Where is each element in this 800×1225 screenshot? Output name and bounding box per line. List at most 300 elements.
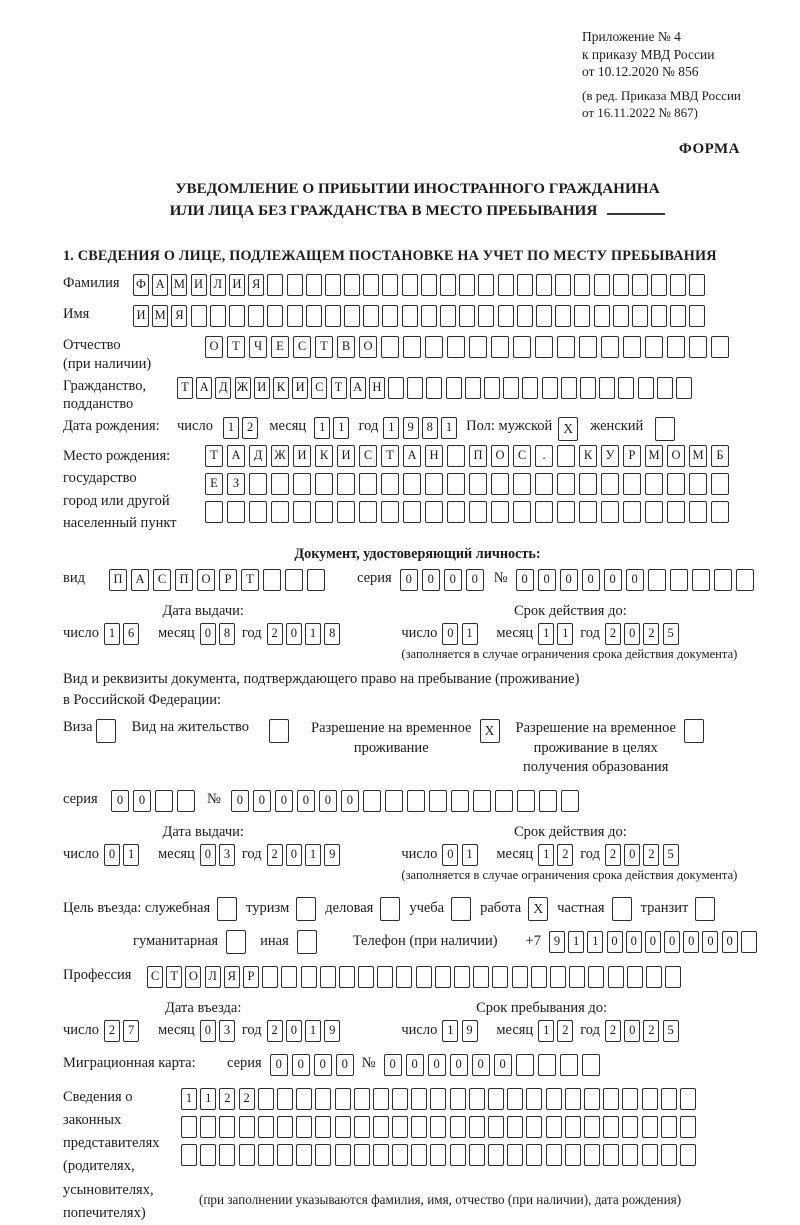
char-cell: З [227, 473, 245, 495]
edition-line: (в ред. Приказа МВД России [582, 87, 741, 103]
char-cell-empty [373, 1144, 389, 1166]
char-cell: 0 [607, 931, 623, 953]
char-cell-empty [392, 1088, 408, 1110]
month-label: месяц [496, 846, 534, 863]
char-cell-empty [492, 966, 508, 988]
day-label: число [401, 1022, 438, 1039]
doc-issue-group [63, 603, 343, 662]
char-cell-empty [498, 274, 514, 296]
char-cell: 0 [624, 623, 640, 645]
char-cell: И [229, 274, 245, 296]
char-cell: А [227, 445, 245, 467]
month-label: месяц [269, 417, 307, 434]
char-cell: 1 [462, 623, 478, 645]
char-cell-empty [293, 473, 311, 495]
char-cell-empty [354, 1088, 370, 1110]
char-cell-empty [473, 966, 489, 988]
char-cell-empty [670, 274, 686, 296]
sex-female-label: женский [590, 417, 644, 434]
phone-label: Телефон (при наличии) [352, 933, 498, 950]
char-cell-empty [526, 1116, 542, 1138]
char-cell: Е [205, 473, 223, 495]
char-cell-empty [517, 305, 533, 327]
char-cell: К [315, 445, 333, 467]
char-cell: А [196, 377, 212, 399]
char-cell-empty [555, 305, 571, 327]
char-cell: С [513, 445, 531, 467]
char-cell-empty [296, 1144, 312, 1166]
month-label: месяц [157, 846, 195, 863]
char-cell-empty [465, 377, 481, 399]
purpose-humanitarian-label: гуманитарная [133, 933, 219, 950]
char-cell: 5 [663, 1020, 679, 1042]
char-cell-empty [560, 1054, 578, 1076]
char-cell-empty [478, 274, 494, 296]
surname-label: Фамилия [63, 275, 120, 292]
citizenship-cells [177, 377, 695, 399]
char-cell-empty [435, 966, 451, 988]
day-label: число [63, 1022, 99, 1039]
char-cell-empty [588, 966, 604, 988]
char-cell: 1 [538, 844, 554, 866]
char-cell-empty [239, 1144, 255, 1166]
entry-date-title: Дата въезда: [164, 999, 242, 1016]
char-cell-empty [402, 305, 418, 327]
char-cell-empty [258, 1088, 274, 1110]
char-cell-empty [648, 569, 666, 591]
permit-valid-day [442, 846, 480, 862]
title-underline [607, 201, 665, 215]
char-cell: 2 [267, 623, 283, 645]
char-cell: 2 [605, 623, 621, 645]
migration-number-label: № [361, 1054, 376, 1071]
char-cell: Б [711, 445, 729, 467]
char-cell-empty [579, 501, 597, 523]
doc-valid-day [442, 625, 480, 641]
day-label: число [177, 417, 213, 434]
char-cell-empty [407, 790, 425, 812]
char-cell-empty [741, 931, 757, 953]
purpose-transit-label: транзит [640, 900, 689, 917]
char-cell-empty [670, 305, 686, 327]
char-cell-empty [680, 1144, 696, 1166]
char-cell: 0 [626, 569, 644, 591]
permit-valid-title: Срок действия до: [513, 823, 627, 840]
char-cell: 0 [286, 844, 302, 866]
char-cell: 2 [605, 1020, 621, 1042]
char-cell: 9 [549, 931, 565, 953]
purpose-work-checkbox: X [528, 897, 548, 921]
representatives-cells-3 [181, 1144, 699, 1166]
char-cell-empty [491, 501, 509, 523]
char-cell-empty [689, 336, 707, 358]
char-cell: 0 [472, 1054, 490, 1076]
char-cell: А [350, 377, 366, 399]
stay-year [605, 1022, 682, 1038]
doc-issue-title: Дата выдачи: [162, 602, 244, 619]
char-cell-empty [307, 569, 325, 591]
char-cell-empty [484, 377, 500, 399]
representatives-cells-2 [181, 1116, 699, 1138]
char-cell: О [205, 336, 223, 358]
char-cell-empty [711, 501, 729, 523]
char-cell: 0 [624, 1020, 640, 1042]
char-cell-empty [603, 1116, 619, 1138]
char-cell: М [645, 445, 663, 467]
char-cell-empty [473, 790, 491, 812]
birth-place-label: Место рождения: государство город или другой населенный пункт [63, 447, 177, 532]
row-permit-dates [63, 824, 772, 883]
char-cell-empty [676, 377, 692, 399]
birth-date-label: Дата рождения: [63, 417, 160, 434]
row-surname [63, 274, 772, 296]
char-cell-empty [396, 966, 412, 988]
char-cell-empty [335, 1144, 351, 1166]
char-cell: 1 [123, 844, 139, 866]
char-cell-empty [661, 1116, 677, 1138]
char-cell: Р [243, 966, 259, 988]
doc-kind-label: вид [63, 569, 85, 586]
row-birth-date [63, 417, 772, 441]
char-cell: Т [331, 377, 347, 399]
migration-series-label: серия [227, 1054, 262, 1071]
char-cell: С [293, 336, 311, 358]
char-cell-empty [667, 501, 685, 523]
char-cell-empty [377, 966, 393, 988]
char-cell: Е [271, 336, 289, 358]
char-cell: 8 [324, 623, 340, 645]
char-cell-empty [503, 377, 519, 399]
birth-place-cells-2 [205, 473, 733, 495]
char-cell-empty [281, 966, 297, 988]
month-label: месяц [157, 625, 195, 642]
purpose-work-label: работа [480, 900, 522, 917]
char-cell-empty [287, 274, 303, 296]
char-cell-empty [403, 336, 421, 358]
migration-card-label: Миграционная карта: [63, 1054, 196, 1071]
entry-month [200, 1022, 238, 1038]
char-cell: 2 [219, 1088, 235, 1110]
char-cell-empty [296, 1116, 312, 1138]
edition-line: от 16.11.2022 № 867) [582, 104, 699, 120]
char-cell-empty [594, 305, 610, 327]
char-cell: 0 [604, 569, 622, 591]
char-cell: 0 [538, 569, 556, 591]
permit-issue-year [267, 846, 344, 862]
purpose-study-label: учеба [409, 900, 445, 917]
form-title [63, 178, 772, 222]
char-cell-empty [651, 274, 667, 296]
char-cell-empty [603, 1144, 619, 1166]
char-cell: 7 [123, 1020, 139, 1042]
entry-day [104, 1022, 142, 1038]
char-cell-empty [344, 305, 360, 327]
citizenship-label: Гражданство, подданство [63, 377, 147, 412]
sex-male-checkbox: X [558, 417, 578, 441]
char-cell-empty [359, 501, 377, 523]
char-cell-empty [388, 377, 404, 399]
char-cell-empty [454, 966, 470, 988]
char-cell-empty [565, 1088, 581, 1110]
visa-label: Виза [63, 719, 93, 736]
char-cell-empty [425, 336, 443, 358]
char-cell: Я [171, 305, 187, 327]
stay-until-title: Срок пребывания до: [476, 999, 608, 1016]
char-cell-empty [354, 1116, 370, 1138]
char-cell: 0 [275, 790, 293, 812]
char-cell-empty [680, 1116, 696, 1138]
row-purpose [63, 897, 772, 921]
char-cell: П [109, 569, 127, 591]
char-cell: И [133, 305, 149, 327]
char-cell-empty [542, 377, 558, 399]
char-cell-empty [622, 1088, 638, 1110]
year-label: год [580, 625, 600, 642]
char-cell: 0 [428, 1054, 446, 1076]
row-entry-dates [63, 1000, 772, 1042]
char-cell-empty [736, 569, 754, 591]
char-cell-empty [205, 501, 223, 523]
char-cell: С [147, 966, 163, 988]
char-cell-empty [645, 501, 663, 523]
char-cell: 0 [722, 931, 738, 953]
char-cell-empty [516, 1054, 534, 1076]
migration-series-cells [270, 1054, 358, 1076]
char-cell: 0 [466, 569, 484, 591]
char-cell: Л [210, 274, 226, 296]
char-cell-empty [287, 305, 303, 327]
residence-checkbox [269, 719, 289, 743]
char-cell: 1 [538, 623, 554, 645]
char-cell-empty [491, 336, 509, 358]
header [63, 28, 772, 121]
char-cell: 0 [400, 569, 418, 591]
char-cell-empty [622, 1144, 638, 1166]
char-cell-empty [239, 1116, 255, 1138]
char-cell: А [152, 274, 168, 296]
month-label: месяц [157, 1022, 195, 1039]
char-cell: Д [215, 377, 231, 399]
char-cell: Ф [133, 274, 149, 296]
char-cell-empty [263, 569, 281, 591]
char-cell-empty [373, 1088, 389, 1110]
char-cell-empty [642, 1144, 658, 1166]
char-cell-empty [335, 1116, 351, 1138]
char-cell-empty [513, 473, 531, 495]
char-cell-empty [382, 305, 398, 327]
char-cell-empty [430, 1116, 446, 1138]
permit-issue-title: Дата выдачи: [162, 823, 244, 840]
char-cell-empty [315, 1088, 331, 1110]
char-cell-empty [320, 966, 336, 988]
char-cell: 9 [324, 1020, 340, 1042]
char-cell: 1 [333, 417, 349, 439]
char-cell-empty [430, 1088, 446, 1110]
char-cell-empty [546, 1088, 562, 1110]
char-cell: 0 [336, 1054, 354, 1076]
char-cell-empty [557, 501, 575, 523]
char-cell-empty [440, 274, 456, 296]
purpose-study-checkbox [451, 897, 471, 921]
year-label: год [580, 1022, 600, 1039]
char-cell-empty [546, 1144, 562, 1166]
birth-place-cells-3 [205, 501, 733, 523]
char-cell-empty [689, 473, 707, 495]
char-cell-empty [670, 569, 688, 591]
char-cell: . [535, 445, 553, 467]
char-cell: 0 [702, 931, 718, 953]
char-cell-empty [580, 377, 596, 399]
char-cell-empty [181, 1116, 197, 1138]
char-cell-empty [711, 336, 729, 358]
char-cell-empty [354, 1144, 370, 1166]
char-cell-empty [200, 1116, 216, 1138]
char-cell-empty [661, 1144, 677, 1166]
char-cell-empty [450, 1144, 466, 1166]
year-label: год [241, 1022, 262, 1039]
edu-permit-label: Разрешение на временное проживание в целях получения образования [515, 720, 676, 776]
char-cell-empty [392, 1144, 408, 1166]
appendix-line: к приказу МВД России [582, 46, 715, 62]
char-cell-empty [627, 966, 643, 988]
char-cell-empty [661, 1088, 677, 1110]
char-cell-empty [271, 501, 289, 523]
day-label: число [401, 625, 438, 642]
visa-checkbox [96, 719, 116, 743]
char-cell-empty [363, 305, 379, 327]
temp-permit-checkbox: X [480, 719, 500, 743]
char-cell-empty [271, 473, 289, 495]
purpose-official-checkbox [217, 897, 237, 921]
char-cell: 9 [462, 1020, 478, 1042]
appendix-block [582, 28, 772, 121]
char-cell: 1 [104, 623, 120, 645]
form-label: ФОРМА [678, 141, 740, 158]
char-cell-empty [469, 1144, 485, 1166]
char-cell-empty [315, 1116, 331, 1138]
char-cell-empty [335, 1088, 351, 1110]
char-cell: 8 [219, 623, 235, 645]
purpose-other-checkbox [297, 930, 317, 954]
entry-date-group [63, 1000, 343, 1042]
char-cell: 0 [286, 1020, 302, 1042]
char-cell-empty [381, 501, 399, 523]
char-cell-empty [267, 305, 283, 327]
char-cell-empty [613, 305, 629, 327]
stay-month [538, 1022, 576, 1038]
char-cell-empty [469, 1088, 485, 1110]
char-cell: 1 [441, 417, 457, 439]
stay-until-group [401, 1000, 681, 1042]
char-cell-empty [478, 305, 494, 327]
char-cell: 2 [643, 844, 659, 866]
char-cell-empty [459, 274, 475, 296]
char-cell: Я [224, 966, 240, 988]
appendix-line: Приложение № 4 [582, 29, 681, 44]
char-cell: И [337, 445, 355, 467]
char-cell-empty [446, 377, 462, 399]
char-cell-empty [450, 1088, 466, 1110]
char-cell-empty [692, 569, 710, 591]
char-cell: 1 [305, 844, 321, 866]
doc-issue-year [267, 625, 344, 641]
char-cell-empty [421, 305, 437, 327]
char-cell-empty [623, 501, 641, 523]
stay-doc-line-2: в Российской Федерации: [63, 691, 222, 708]
char-cell: 2 [267, 844, 283, 866]
char-cell-empty [513, 336, 531, 358]
char-cell: К [273, 377, 289, 399]
char-cell-empty [267, 274, 283, 296]
char-cell: 8 [422, 417, 438, 439]
migration-number-cells [384, 1054, 604, 1076]
doc-valid-title: Срок действия до: [513, 602, 627, 619]
char-cell: 0 [624, 844, 640, 866]
char-cell-empty [339, 966, 355, 988]
char-cell: 0 [582, 569, 600, 591]
phone-cells [549, 931, 760, 953]
purpose-humanitarian-checkbox [226, 930, 246, 954]
char-cell-empty [711, 473, 729, 495]
char-cell-empty [469, 473, 487, 495]
char-cell: 5 [663, 623, 679, 645]
char-cell: Ж [235, 377, 251, 399]
char-cell-empty [535, 336, 553, 358]
char-cell: С [153, 569, 171, 591]
char-cell: О [197, 569, 215, 591]
char-cell: 0 [297, 790, 315, 812]
char-cell-empty [385, 790, 403, 812]
char-cell-empty [526, 1144, 542, 1166]
temp-permit-label: Разрешение на временное проживание [311, 720, 472, 756]
char-cell-empty [613, 274, 629, 296]
char-cell: М [152, 305, 168, 327]
representatives-note: (при заполнении указываются фамилия, имя, отчество (при наличии), дата рождения) [198, 1191, 682, 1207]
char-cell-empty [689, 274, 705, 296]
char-cell-empty [632, 305, 648, 327]
char-cell-empty [325, 305, 341, 327]
permit-issue-day [104, 846, 142, 862]
char-cell-empty [517, 274, 533, 296]
char-cell-empty [344, 274, 360, 296]
char-cell: 3 [219, 1020, 235, 1042]
char-cell-empty [440, 305, 456, 327]
row-doc-dates [63, 603, 772, 662]
doc-series-cells [400, 569, 488, 591]
char-cell-empty [555, 274, 571, 296]
char-cell-empty [451, 790, 469, 812]
permit-issue-group [63, 824, 343, 883]
char-cell-empty [381, 336, 399, 358]
char-cell: 1 [568, 931, 584, 953]
char-cell: О [359, 336, 377, 358]
char-cell: 0 [111, 790, 129, 812]
char-cell-empty [181, 1144, 197, 1166]
year-label: год [241, 625, 262, 642]
edu-permit-checkbox [684, 719, 704, 743]
char-cell-empty [301, 966, 317, 988]
char-cell-empty [337, 501, 355, 523]
char-cell-empty [565, 1144, 581, 1166]
char-cell: 1 [383, 417, 399, 439]
char-cell: 2 [242, 417, 258, 439]
char-cell-empty [538, 1054, 556, 1076]
stay-day [442, 1022, 480, 1038]
char-cell-empty [561, 377, 577, 399]
char-cell: 1 [305, 623, 321, 645]
char-cell: О [491, 445, 509, 467]
char-cell-empty [584, 1116, 600, 1138]
